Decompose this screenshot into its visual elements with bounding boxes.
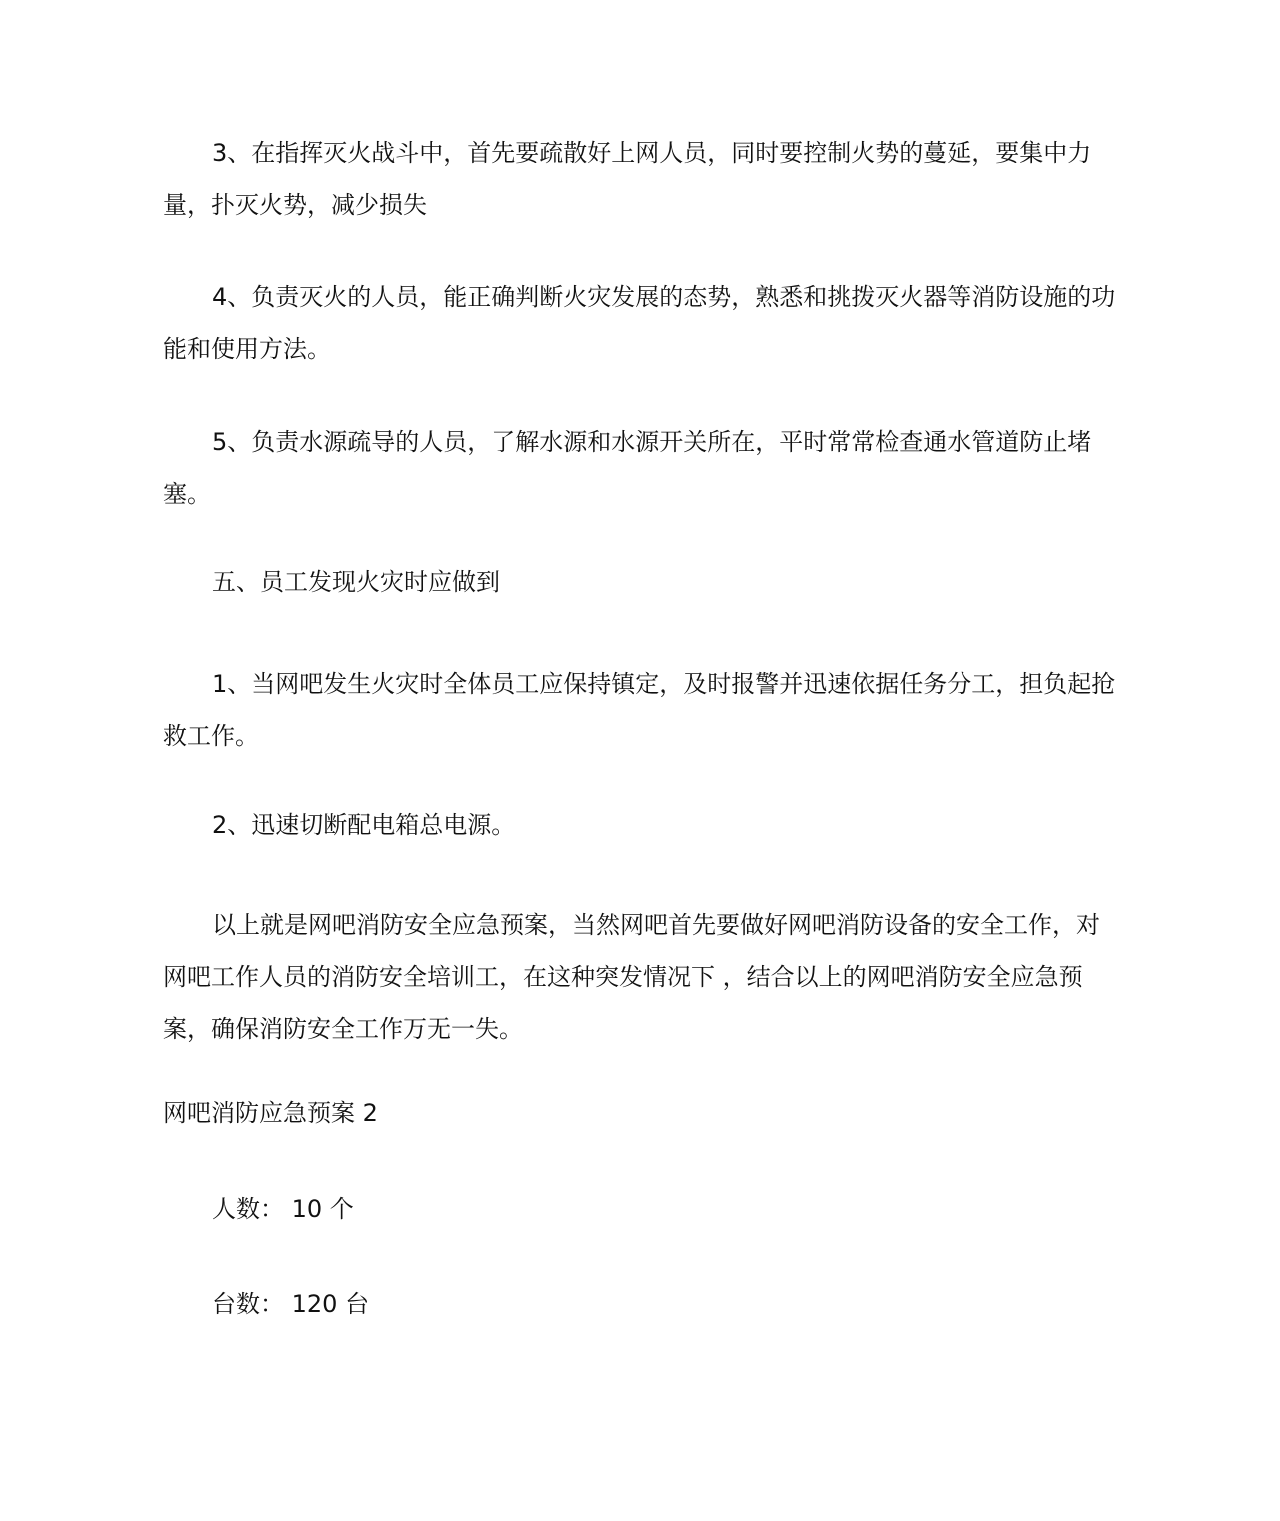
paragraph-cut-power: 2、迅速切断配电箱总电源。 — [212, 811, 516, 839]
paragraph-water-source-personnel: 5、负责水源疏导的人员，了解水源和水源开关所在，平时常常检查通水管道防止堵塞。 — [163, 428, 1092, 508]
machine-count: 台数： 120 台 — [212, 1290, 370, 1318]
section-title-plan-2: 网吧消防应急预案 2 — [163, 1099, 378, 1127]
paragraph-stay-calm-report: 1、当网吧发生火灾时全体员工应保持镇定，及时报警并迅速依据任务分工，担负起抢救工作。 — [163, 670, 1116, 750]
paragraph-firefighting-command: 3、在指挥灭火战斗中，首先要疏散好上网人员，同时要控制火势的蔓延，要集中力量，扑灭火势，减少损失 — [163, 139, 1092, 219]
section-heading-employee-actions: 五、员工发现火灾时应做到 — [212, 568, 500, 596]
paragraph-firefighting-personnel: 4、负责灭火的人员，能正确判断火灾发展的态势，熟悉和挑拨灭火器等消防设施的功能和使用方法。 — [163, 283, 1116, 363]
staff-count: 人数： 10 个 — [212, 1195, 354, 1223]
paragraph-summary: 以上就是网吧消防安全应急预案，当然网吧首先要做好网吧消防设备的安全工作，对网吧工作人员的消防安全培训工，在这种突发情况下 ，结合以上的网吧消防安全应急预案，确保消防安全工作万无一失。 — [163, 911, 1100, 1043]
